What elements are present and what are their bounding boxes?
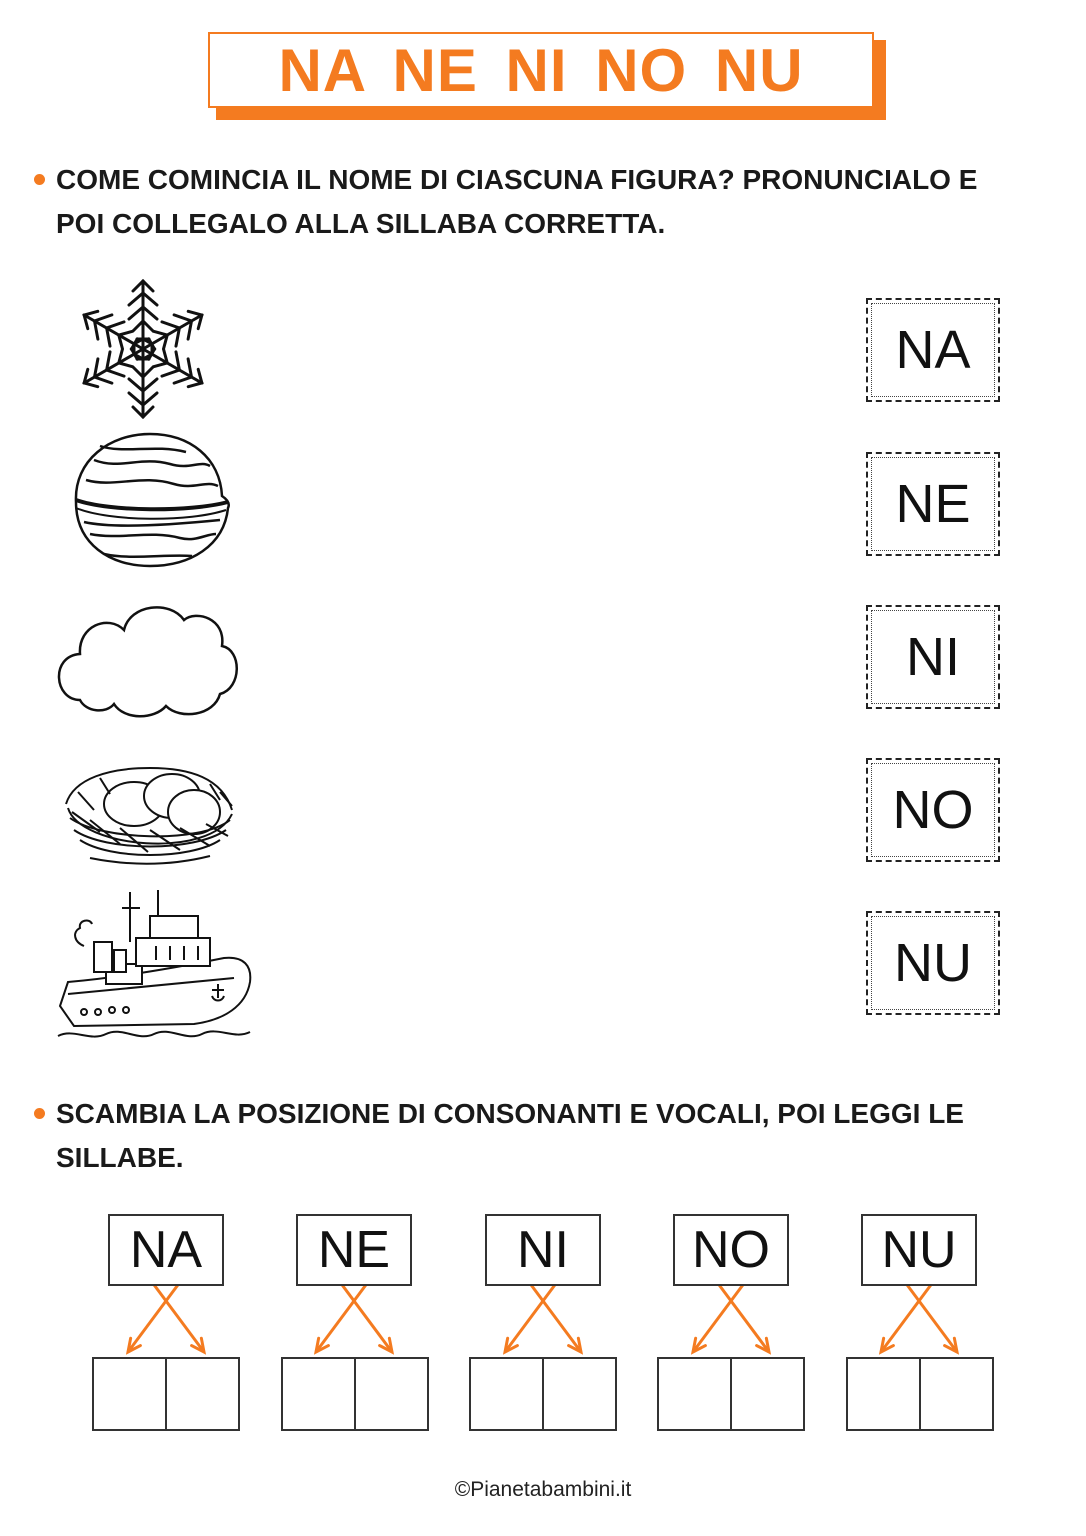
swap-syllable: NO (673, 1214, 789, 1286)
swap-syllable: NI (485, 1214, 601, 1286)
instruction-1 (56, 158, 1056, 246)
walnut-icon (70, 430, 232, 570)
swap-syllable: NA (108, 1214, 224, 1286)
instruction-2-line-2: SILLABE. (56, 1142, 184, 1173)
page-title: NA NE NI NO NU (208, 32, 874, 108)
match-syllable[interactable]: NU (866, 911, 1000, 1015)
match-syllable[interactable]: NA (866, 298, 1000, 402)
match-syllable[interactable]: NO (866, 758, 1000, 862)
bullet-icon (34, 1108, 45, 1119)
instruction-1-line-1: COME COMINCIA IL NOME DI CIASCUNA FIGURA? PRONUNCIALO E (56, 164, 978, 195)
snowflake-icon (78, 276, 208, 422)
nest-icon (60, 748, 238, 866)
bullet-icon (34, 174, 45, 185)
swap-syllable: NE (296, 1214, 412, 1286)
instruction-2 (56, 1092, 1056, 1180)
footer-credit (0, 1478, 1086, 1502)
instruction-1-line-2: POI COLLEGALO ALLA SILLABA CORRETTA. (56, 208, 666, 239)
copyright-icon: © (454, 1478, 471, 1501)
swap-syllable: NU (861, 1214, 977, 1286)
match-syllable[interactable]: NI (866, 605, 1000, 709)
site-name: Pianetabambini.it (470, 1478, 632, 1501)
instruction-2-line-1: SCAMBIA LA POSIZIONE DI CONSONANTI E VOCALI, POI LEGGI LE (56, 1098, 964, 1129)
cloud-icon (50, 596, 240, 722)
match-syllable[interactable]: NE (866, 452, 1000, 556)
ship-icon (54, 886, 254, 1052)
